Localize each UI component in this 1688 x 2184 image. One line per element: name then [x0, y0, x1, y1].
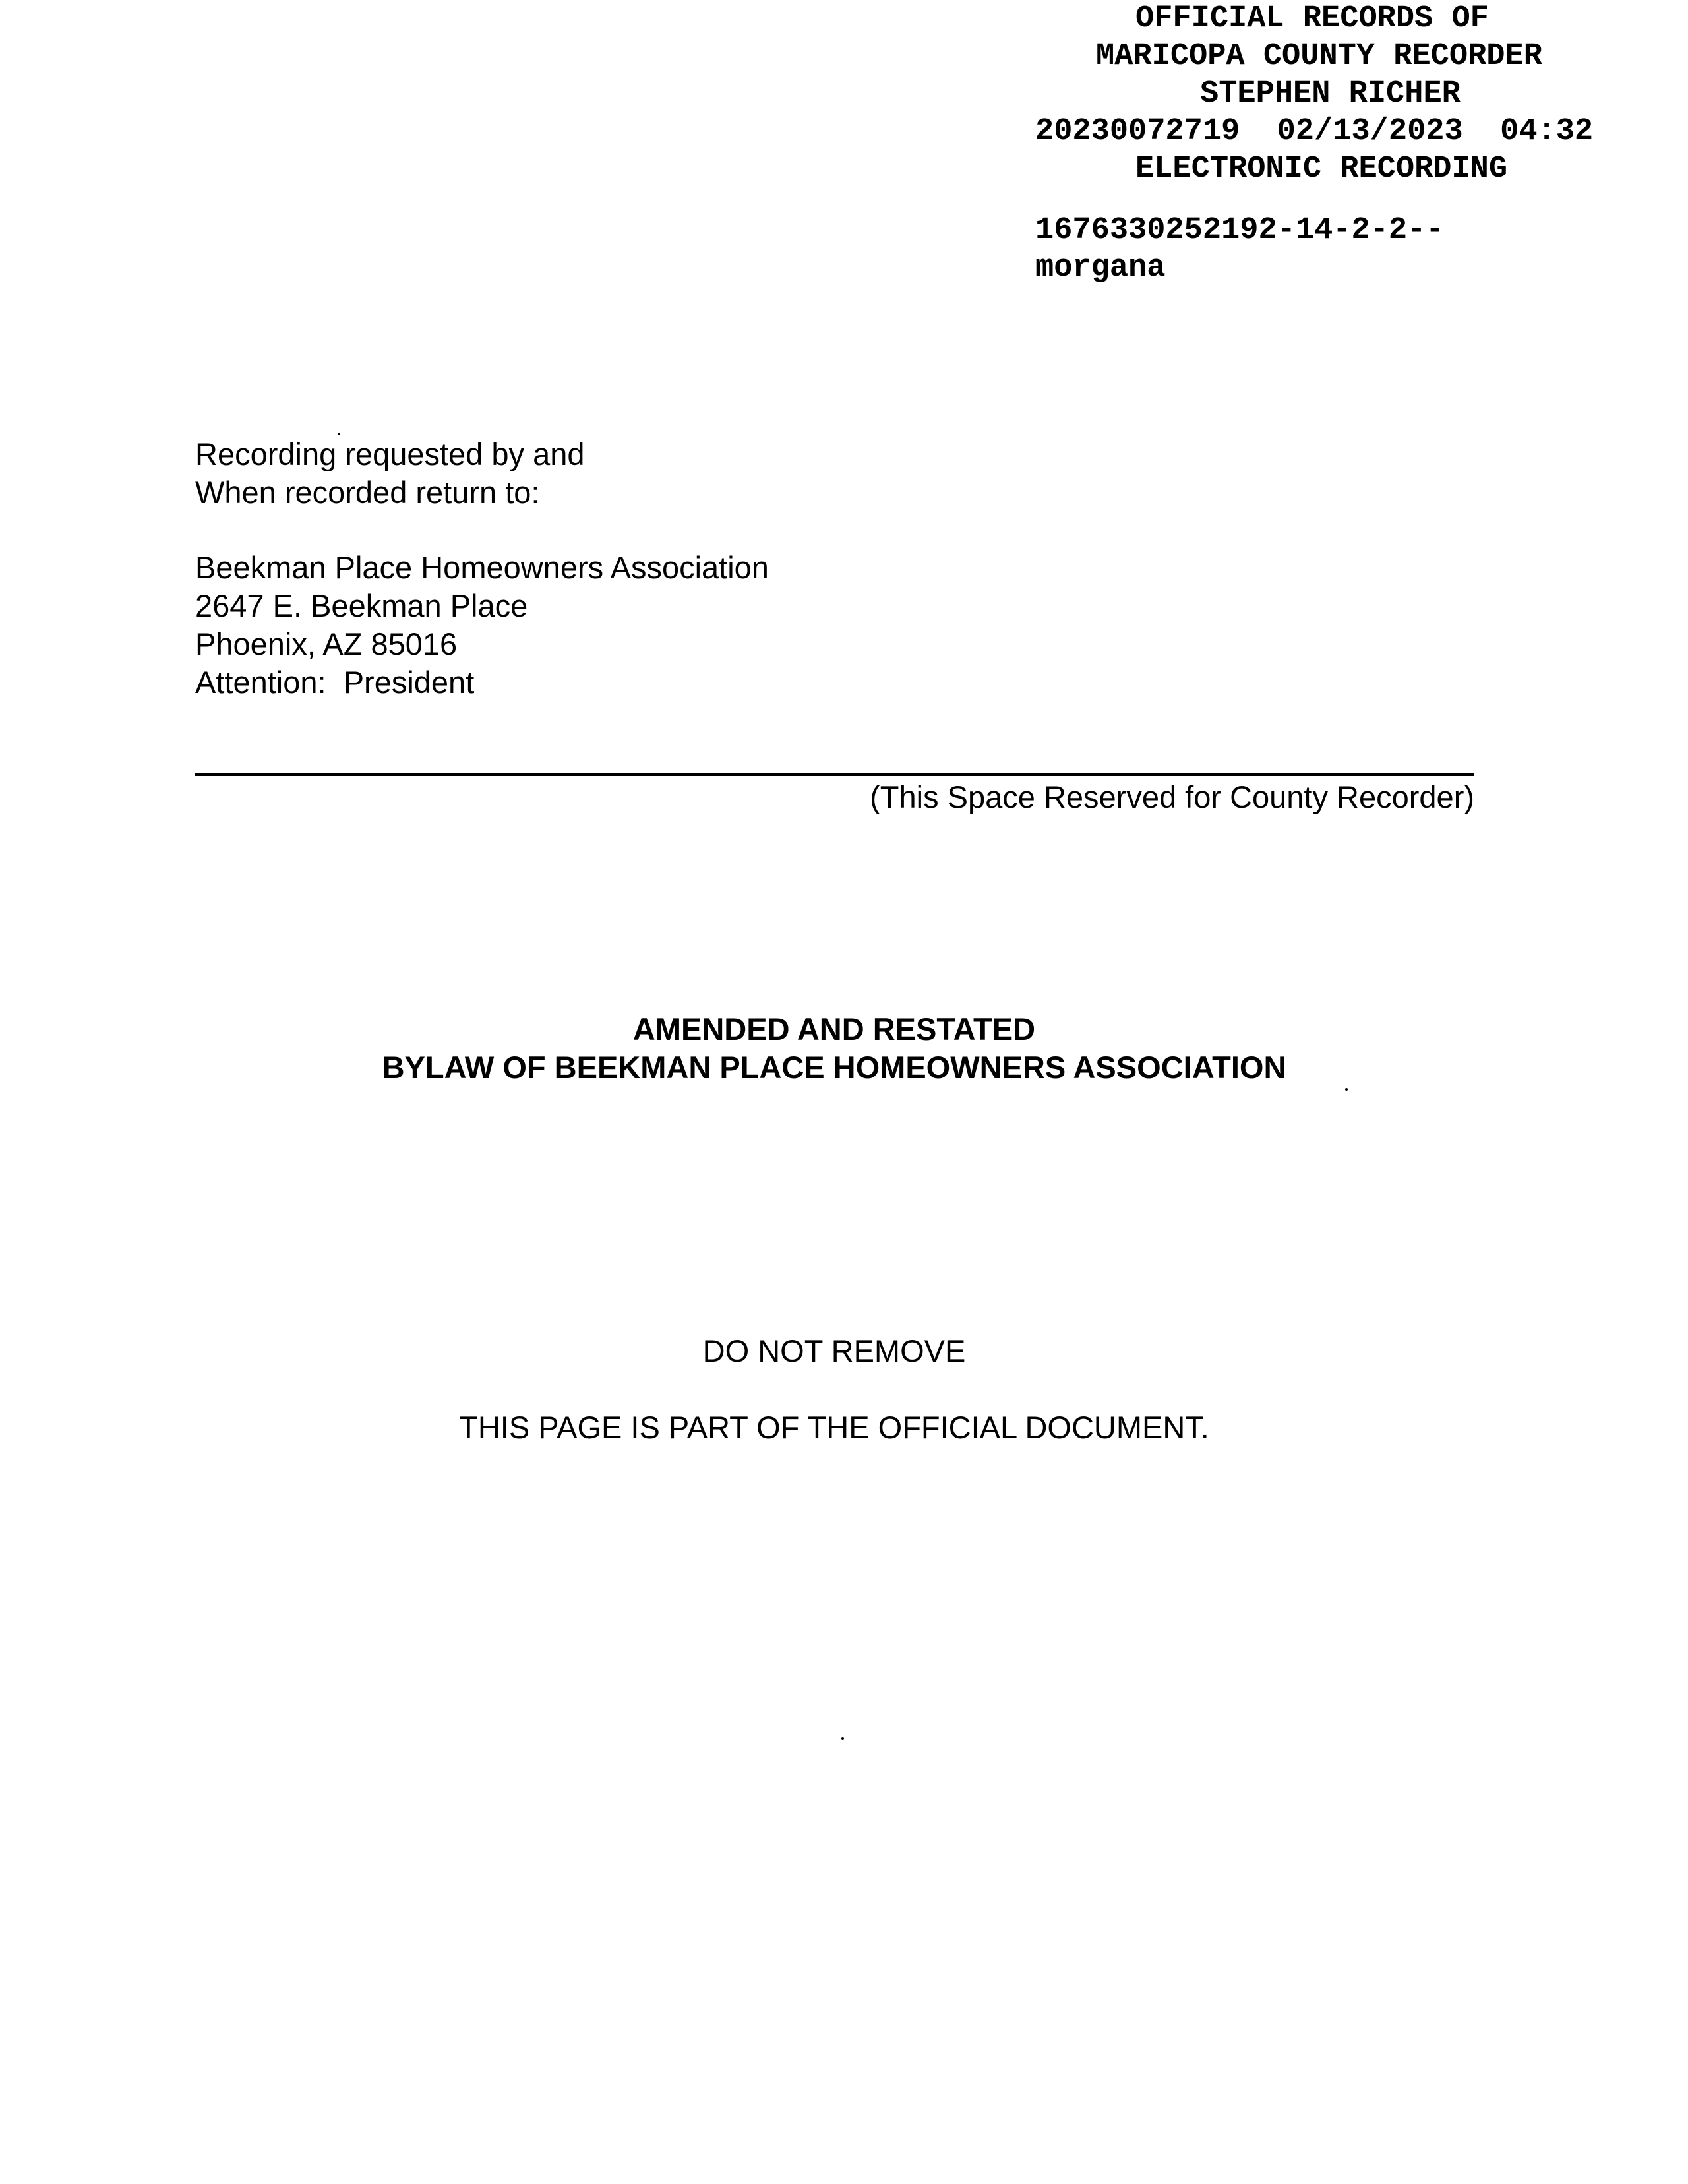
stamp-recording-number-date-time: 20230072719 02/13/2023 04:32	[1035, 114, 1594, 149]
return-address-block	[195, 435, 1184, 702]
scan-speck	[841, 1737, 844, 1740]
official-document-notice: THIS PAGE IS PART OF THE OFFICIAL DOCUMENT.	[459, 1410, 1209, 1445]
address-line: Phoenix, AZ 85016	[195, 626, 458, 661]
stamp-line: MARICOPA COUNTY RECORDER	[1096, 39, 1542, 74]
return-heading-line: Recording requested by and	[195, 437, 585, 471]
reserved-space-caption: (This Space Reserved for County Recorder)	[870, 779, 1474, 814]
address-line: 2647 E. Beekman Place	[195, 588, 528, 623]
title-line-1: AMENDED AND RESTATED	[632, 1012, 1036, 1046]
return-heading-line: When recorded return to:	[195, 475, 540, 510]
document-title	[0, 1010, 1668, 1087]
scan-speck	[1345, 1088, 1348, 1091]
title-line-2: BYLAW OF BEEKMAN PLACE HOMEOWNERS ASSOCIATION	[382, 1050, 1286, 1085]
stamp-line: ELECTRONIC RECORDING	[1135, 152, 1508, 187]
stamp-line: OFFICIAL RECORDS OF	[1135, 1, 1489, 36]
stamp-line: STEPHEN RICHER	[1200, 76, 1461, 111]
address-line: Attention: President	[195, 665, 475, 700]
stamp-doc-code: 1676330252192-14-2-2--	[1035, 213, 1445, 248]
address-line: Beekman Place Homeowners Association	[195, 550, 769, 585]
recorder-stamp	[1035, 0, 1668, 287]
stamp-doc-user: morgana	[1035, 251, 1166, 286]
recorder-space-divider	[195, 773, 1474, 776]
do-not-remove-notice: DO NOT REMOVE	[702, 1333, 966, 1368]
